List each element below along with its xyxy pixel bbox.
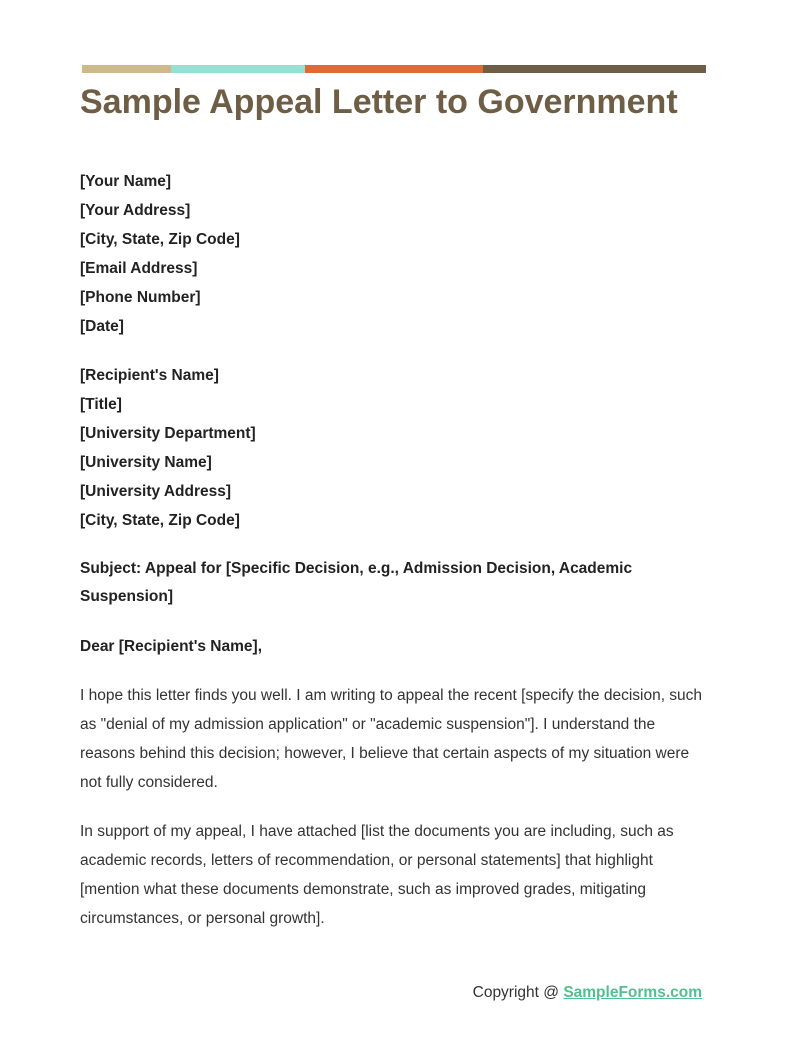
recipient-department: [University Department] [80,425,256,442]
recipient-university-address: [University Address] [80,483,232,500]
letter-subject: Subject: Appeal for [Specific Decision, e.g., Admission Decision, Academic Suspension] [80,560,633,605]
copyright-prefix: Copyright @ [472,984,564,1001]
body-paragraph: In support of my appeal, I have attached [list the documents you are including, such as academic records, letters of recommendation, or personal statements] that highlight [mention what these documents demonstrate, such as improved grades, mitigating circumstances, or personal growth]. [80,823,674,927]
document-title: Sample Appeal Letter to Government [80,83,678,121]
recipient-info-block [80,361,710,535]
recipient-name: [Recipient's Name] [80,367,219,384]
color-bar-segment-brown [483,65,706,73]
recipient-title: [Title] [80,396,122,413]
recipient-city-state-zip: [City, State, Zip Code] [80,512,240,529]
color-bar-segment-orange [305,65,483,73]
sender-address: [Your Address] [80,202,191,219]
color-bar-segment-tan [82,65,171,73]
recipient-university-name: [University Name] [80,454,212,471]
brand-link[interactable]: SampleForms.com [563,984,702,1001]
sender-phone: [Phone Number] [80,289,201,306]
copyright-footer [473,982,702,1004]
letter-salutation: Dear [Recipient's Name], [80,638,262,655]
letter-date: [Date] [80,318,124,335]
color-bar-segment-mint [171,65,305,73]
sender-city-state-zip: [City, State, Zip Code] [80,231,240,248]
decorative-color-bar [82,65,706,73]
sender-info-block [80,167,710,341]
sender-email: [Email Address] [80,260,198,277]
sender-name: [Your Name] [80,173,172,190]
body-paragraph: I hope this letter finds you well. I am writing to appeal the recent [specify the decision, such as "denial of my admission application" or "academic suspension"]. I understand the reasons behind this decision; however, I believe that certain aspects of my situation were not fully considered. [80,687,703,791]
